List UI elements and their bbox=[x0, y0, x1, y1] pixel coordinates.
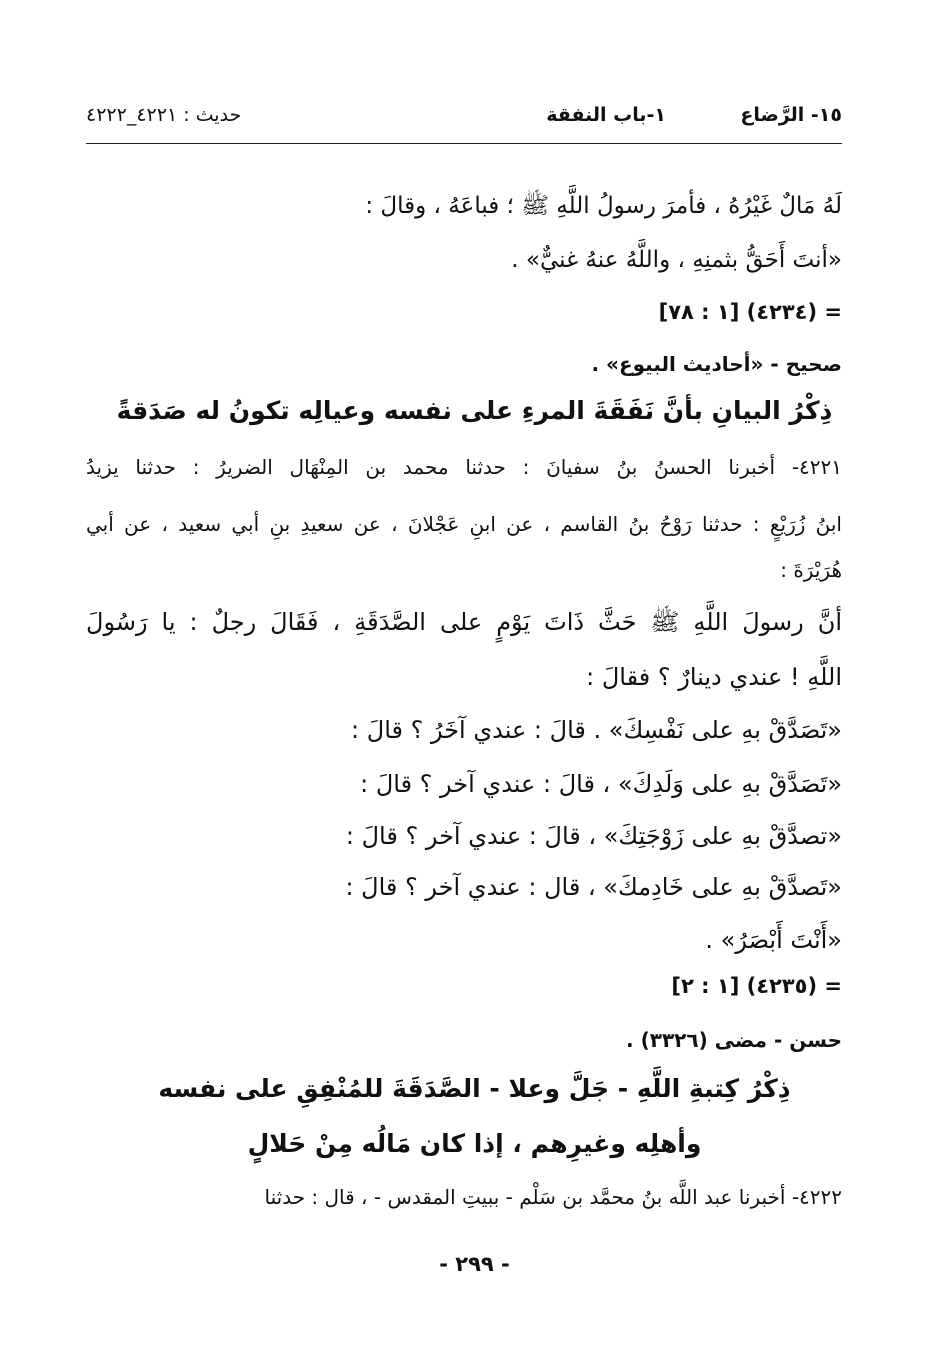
isnad-line: ٤٢٢٢- أخبرنا عبد اللَّه بنُ محمَّد بن سَلْم - ببيتِ المقدس - ، قال : حدثنا bbox=[264, 1185, 842, 1209]
isnad-line: ابنُ زُرَيْعٍ : حدثنا رَوْحُ بنُ القاسم ، عن ابنِ عَجْلانَ ، عن سعيدِ بنِ أبي سعيد ، عن أبي bbox=[86, 512, 842, 536]
isnad-line: هُرَيْرَةَ : bbox=[780, 558, 842, 582]
grade-line: صحيح - «أحاديث البيوع» . bbox=[591, 352, 842, 376]
hadith-range: حديث : ٤٢٢١_٤٢٢٢ bbox=[86, 104, 242, 126]
header-rule bbox=[86, 143, 842, 144]
chapter-title: ١٥- الرَّضاع bbox=[740, 104, 842, 126]
grade-line: حسن - مضى (٣٣٢٦) . bbox=[626, 1028, 842, 1052]
page-number: - ٢٩٩ - bbox=[439, 1252, 510, 1276]
quote-line: «تَصَدَّقْ بهِ على وَلَدِكَ» ، قالَ : عندي آخر ؟ قالَ : bbox=[360, 770, 842, 798]
reference-line: = (٤٢٣٤) [١ : ٧٨] bbox=[658, 300, 842, 324]
reference-line: = (٤٢٣٥) [١ : ٢] bbox=[671, 974, 842, 998]
quote-line: «تصدَّقْ بهِ على زَوْجَتِكَ» ، قالَ : عندي آخر ؟ قالَ : bbox=[345, 822, 842, 850]
matn-line: أنَّ رسولَ اللَّهِ ﷺ حَثَّ ذَاتَ يَوْمٍ على الصَّدَقَةِ ، فَقَالَ رجلٌ : يا رَسُولَ bbox=[86, 608, 842, 636]
chapter-heading: وأهلِه وغيرِهم ، إذا كان مَالُه مِنْ حَلالٍ bbox=[247, 1129, 702, 1158]
chapter-heading: ذِكْرُ كِتبةِ اللَّهِ - جَلَّ وعلا - الصَّدَقَةَ للمُنْفِقِ على نفسه bbox=[158, 1074, 791, 1103]
isnad-line: ٤٢٢١- أخبرنا الحسنُ بنُ سفيانَ : حدثنا محمد بن المِنْهَال الضريرُ : حدثنا يزيدُ bbox=[86, 455, 842, 479]
matn-line: اللَّهِ ! عندي دينارٌ ؟ فقالَ : bbox=[586, 663, 842, 691]
quote-line: «تَصدَّقْ بهِ على خَادِمكَ» ، قال : عندي آخر ؟ قالَ : bbox=[345, 873, 842, 901]
quote-line: «أَنْتَ أَبْصَرُ» . bbox=[705, 926, 842, 954]
text-line: «أنتَ أَحَقُّ بثمنِهِ ، واللَّهُ عنهُ غنيٌّ» . bbox=[511, 247, 842, 273]
section-title: ١-باب النفقة bbox=[546, 104, 666, 126]
quote-line: «تَصَدَّقْ بهِ على نَفْسِكَ» . قالَ : عندي آخَرُ ؟ قالَ : bbox=[351, 716, 842, 744]
running-header bbox=[86, 104, 842, 136]
text-line: لَهُ مَالٌ غَيْرُهُ ، فأمرَ رسولُ اللَّهِ ﷺ ؛ فباعَهُ ، وقالَ : bbox=[365, 193, 842, 219]
chapter-heading: ذِكْرُ البيانِ بأنَّ نَفَقَةَ المرءِ على نفسه وعيالِه تكونُ له صَدَقةً bbox=[116, 396, 833, 425]
